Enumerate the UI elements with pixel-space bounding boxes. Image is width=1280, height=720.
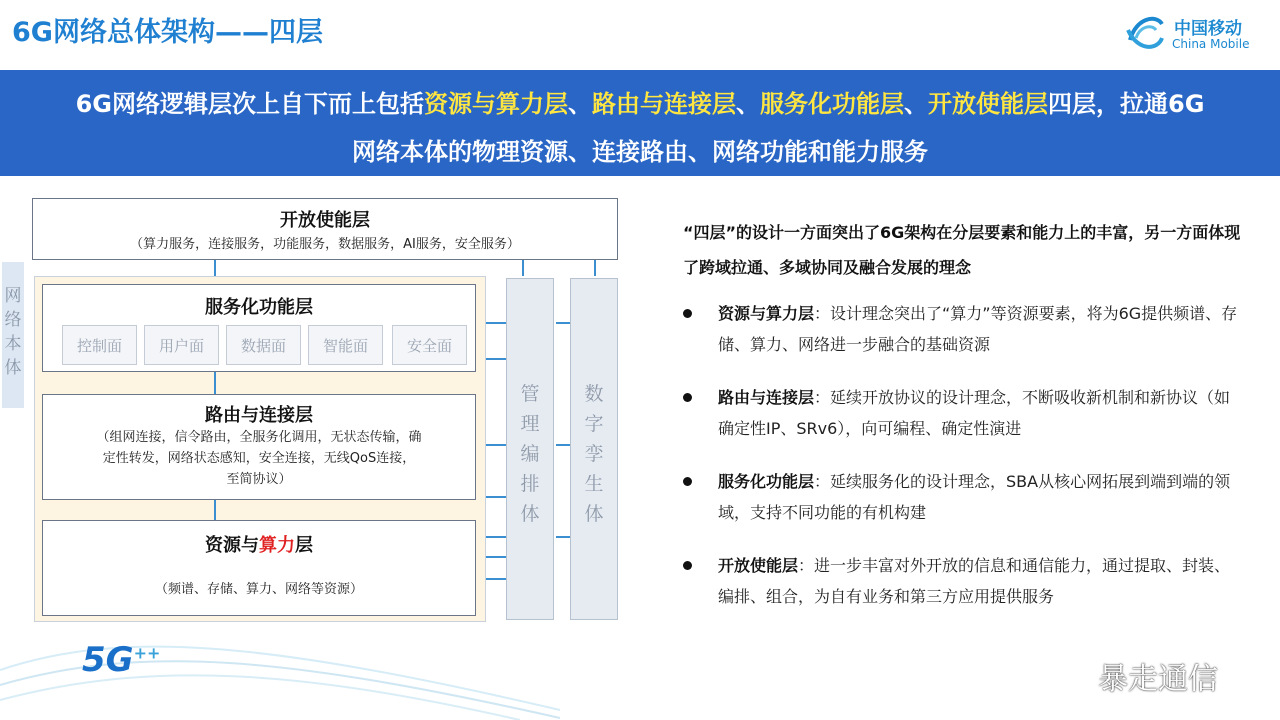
- bullet-dot-icon: [683, 309, 692, 318]
- bullet-dot-icon: [683, 561, 692, 570]
- side-label-text: 网络本体: [4, 286, 22, 378]
- banner-text: 6G网络逻辑层次上自下而上包括: [75, 90, 424, 118]
- resource-layer-sub: （频谱、存储、算力、网络等资源）: [154, 582, 363, 597]
- open-layer-sub: （算力服务，连接服务，功能服务，数据服务，AI服务，安全服务）: [130, 237, 520, 252]
- bullet-dot-icon: [683, 477, 692, 486]
- connector: [486, 578, 506, 580]
- connector: [214, 500, 216, 520]
- banner-line-2: 网络本体的物理资源、连接路由、网络功能和能力服务: [352, 138, 928, 166]
- management-orchestration-column: [506, 278, 554, 620]
- bullet-resource-layer: [683, 298, 1243, 360]
- open-layer-title: 开放使能层: [280, 210, 370, 231]
- connector: [486, 536, 506, 538]
- bullet-routing-layer: [683, 382, 1243, 444]
- intro-paragraph: “四层”的设计一方面突出了6G架构在分层要素和能力上的丰富，另一方面体现了跨域拉通、多域协同及融合发展的理念: [683, 223, 1241, 277]
- banner-text: 四层，拉通6G: [1048, 90, 1205, 118]
- bullet-text: ：延续服务化的设计理念，SBA从核心网拓展到端到端的领域，支持不同功能的有机构建: [718, 472, 1231, 522]
- column-char: 体: [520, 503, 540, 525]
- connector: [556, 536, 570, 538]
- 5g-badge-text: 5G: [82, 640, 134, 680]
- plane-control: 控制面: [62, 325, 137, 365]
- 5g-badge-logo: [82, 640, 160, 680]
- side-label-network-body: [2, 262, 24, 408]
- banner-sep: 、: [568, 90, 592, 118]
- bullet-text: ：延续开放协议的设计理念，不断吸收新机制和新协议（如确定性IP、SRv6），向可编程、确定性演进: [718, 388, 1231, 438]
- resource-compute-layer: [42, 520, 476, 616]
- digital-twin-column: [570, 278, 618, 620]
- watermark-text: 暴走通信: [1098, 662, 1218, 697]
- column-char: 理: [520, 413, 540, 435]
- highlight-routing: 路由与连接层: [592, 90, 736, 118]
- column-char: 体: [584, 503, 604, 525]
- column-char: 排: [520, 473, 540, 495]
- logo-text-cn: 中国移动: [1174, 19, 1242, 39]
- connector: [486, 496, 506, 498]
- column-char: 孪: [584, 443, 604, 465]
- connector: [556, 322, 570, 324]
- connector: [486, 358, 506, 360]
- bullet-service-layer: [683, 466, 1243, 528]
- banner-sep: 、: [736, 90, 760, 118]
- resource-layer-title: [43, 531, 475, 557]
- bullet-text: ：进一步丰富对外开放的信息和通信能力，通过提取、封装、编排、组合，为自有业务和第三方应用提供服务: [718, 556, 1231, 606]
- routing-connection-layer: [42, 394, 476, 500]
- bullet-term: 资源与算力层: [718, 304, 815, 323]
- plane-data: 数据面: [226, 325, 301, 365]
- column-char: 数: [584, 383, 604, 405]
- routing-layer-sub-2: 定性转发，网络状态感知，安全连接，无线QoS连接，: [102, 451, 416, 466]
- plane-intelligence: 智能面: [308, 325, 383, 365]
- routing-layer-title: 路由与连接层: [205, 405, 313, 426]
- bullet-term: 服务化功能层: [718, 472, 815, 491]
- column-char: 字: [584, 413, 604, 435]
- routing-layer-sub-3: 至简协议）: [226, 472, 292, 487]
- plane-security: 安全面: [392, 325, 467, 365]
- column-char: 编: [520, 443, 540, 465]
- summary-banner: [0, 70, 1280, 176]
- column-char: 生: [584, 473, 604, 495]
- connector: [486, 556, 506, 558]
- highlight-service: 服务化功能层: [760, 90, 904, 118]
- connector: [214, 372, 216, 394]
- bullet-term: 路由与连接层: [718, 388, 815, 407]
- china-mobile-logo: [1122, 10, 1272, 60]
- bullet-dot-icon: [683, 393, 692, 402]
- bullet-open-layer: [683, 550, 1243, 612]
- routing-layer-sub-1: （组网连接，信令路由，全服务化调用，无状态传输，确: [96, 430, 422, 445]
- banner-sep: 、: [904, 90, 928, 118]
- bullet-text: ：设计理念突出了“算力”等资源要素，将为6G提供频谱、存储、算力、网络进一步融合的基础资源: [718, 304, 1238, 354]
- service-layer-title: 服务化功能层: [205, 297, 313, 318]
- highlight-open: 开放使能层: [928, 90, 1048, 118]
- banner-line-1: [0, 84, 1280, 119]
- connector: [594, 260, 596, 276]
- logo-text-en: China Mobile: [1172, 37, 1250, 51]
- bullet-term: 开放使能层: [718, 556, 799, 575]
- china-mobile-logo-icon: [1122, 10, 1168, 56]
- page-title: 6G网络总体架构——四层: [12, 17, 323, 48]
- plane-user: 用户面: [144, 325, 219, 365]
- resource-title-part: 层: [295, 535, 313, 556]
- connector: [486, 322, 506, 324]
- 5g-badge-sup: ++: [133, 643, 161, 663]
- connector: [486, 444, 506, 446]
- connector: [556, 444, 570, 446]
- resource-title-highlight: 算力: [259, 535, 295, 556]
- open-enablement-layer: [32, 198, 618, 260]
- resource-title-part: 资源与: [205, 535, 259, 556]
- connector: [522, 260, 524, 276]
- highlight-resource: 资源与算力层: [424, 90, 568, 118]
- column-char: 管: [520, 383, 540, 405]
